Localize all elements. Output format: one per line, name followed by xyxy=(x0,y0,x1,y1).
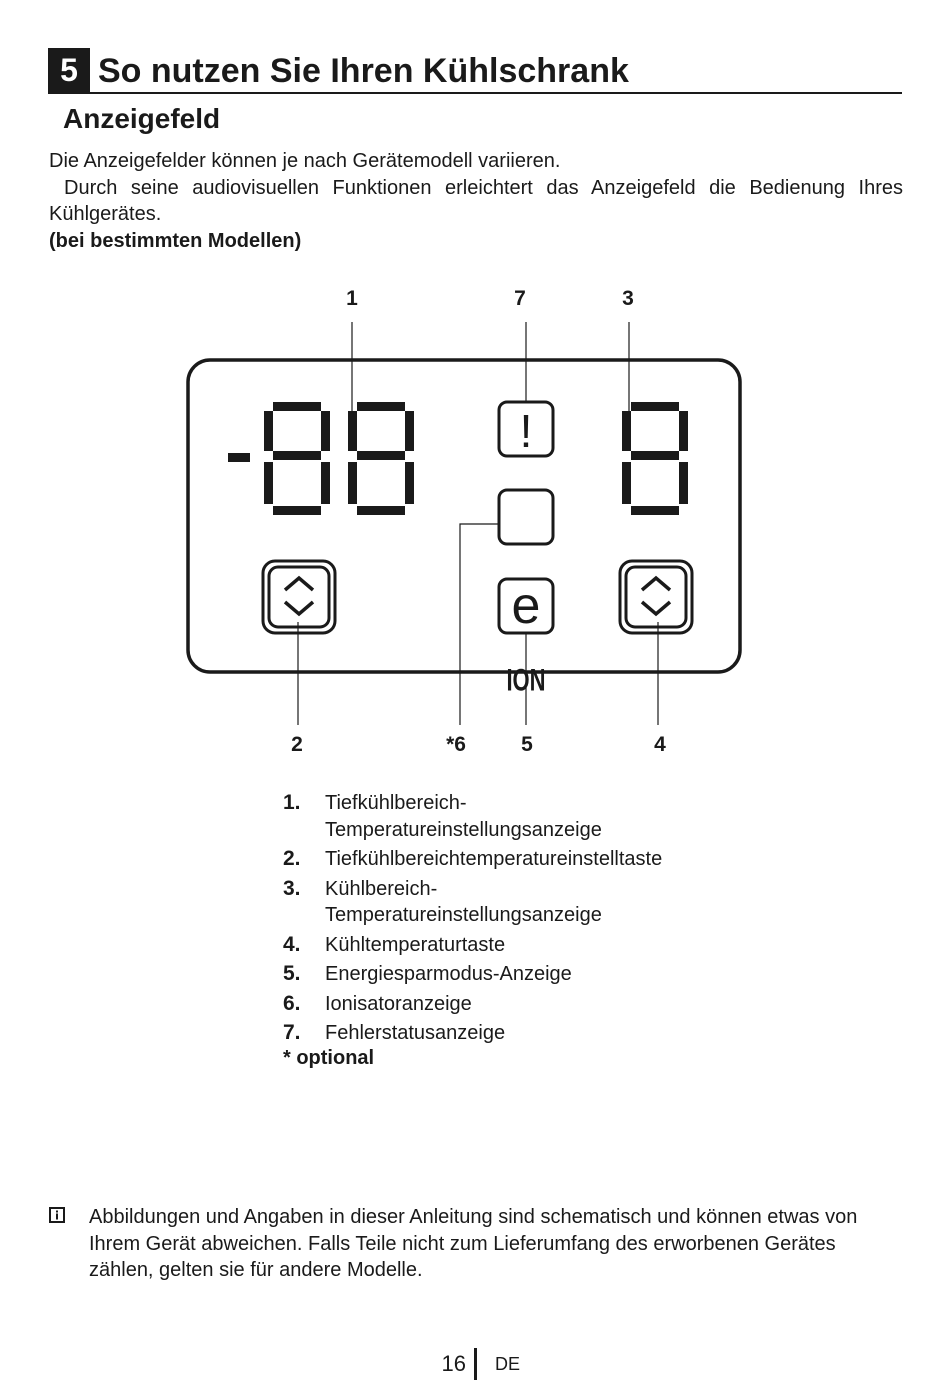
optional-note: * optional xyxy=(283,1047,375,1069)
callout-4: 4 xyxy=(654,733,666,756)
callout-6: *6 xyxy=(446,733,466,756)
intro-text xyxy=(49,148,903,254)
info-note: Abbildungen und Angaben in dieser Anleitung sind schematisch und können etwas von Ihrem Gerät abweichen. Falls Teile nicht zum Lieferumfang des erworbenen Gerätes zählen, gelten sie für andere Modelle. xyxy=(89,1206,858,1281)
freezer-temp-button[interactable] xyxy=(263,561,335,633)
chapter-header xyxy=(48,48,902,94)
footer-divider xyxy=(474,1348,477,1380)
error-symbol: ! xyxy=(519,405,533,457)
legend-text: Tiefkühlbereichtemperatureinstelltaste xyxy=(325,848,663,870)
intro-line-2: Durch seine audiovisuellen Funktionen erleichtert das Anzeigefeld die Bedienung Ihres Kühlgerätes. xyxy=(49,176,903,225)
chapter-number: 5 xyxy=(48,48,90,92)
legend-item xyxy=(283,876,803,929)
intro-line-1: Die Anzeigefelder können je nach Gerätemodell variieren. xyxy=(49,150,561,172)
legend-number: 4. xyxy=(283,932,301,956)
legend-item xyxy=(283,1020,803,1047)
legend-text: Kühlbereich- Temperatureinstellungsanzeige xyxy=(325,877,602,926)
legend-number: 5. xyxy=(283,962,301,985)
legend-item xyxy=(283,991,803,1018)
legend-number: 3. xyxy=(283,876,301,900)
legend-item xyxy=(283,790,803,843)
legend-text: Fehlerstatusanzeige xyxy=(325,1022,506,1044)
callout-1: 1 xyxy=(346,287,358,310)
legend-number: 1. xyxy=(283,791,301,814)
callout-5: 5 xyxy=(521,733,533,756)
legend-text: Energiesparmodus-Anzeige xyxy=(325,963,572,985)
section-title: Anzeigefeld xyxy=(63,103,221,134)
legend-number: 2. xyxy=(283,847,301,870)
legend-list xyxy=(283,790,803,1050)
legend-text: Kühltemperaturtaste xyxy=(325,933,506,956)
callout-7: 7 xyxy=(514,287,526,310)
legend-text: Tiefkühlbereich- Temperatureinstellungsanzeige xyxy=(325,792,602,841)
minus-segment xyxy=(228,453,250,462)
eco-mode-indicator xyxy=(499,577,553,635)
ion-symbol: ION xyxy=(506,661,546,698)
legend-item xyxy=(283,846,803,873)
info-icon xyxy=(49,1207,65,1223)
legend-text: Ionisatoranzeige xyxy=(325,992,472,1015)
error-status-indicator xyxy=(499,402,553,457)
callout-3: 3 xyxy=(622,287,634,310)
intro-model-note: (bei bestimmten Modellen) xyxy=(49,229,302,252)
legend-item xyxy=(283,932,803,959)
callout-2: 2 xyxy=(291,733,303,756)
page-number: 16 xyxy=(441,1351,466,1376)
legend-number: 7. xyxy=(283,1021,301,1044)
language-code: DE xyxy=(495,1354,521,1374)
eco-symbol: e xyxy=(511,577,541,635)
legend-item xyxy=(283,961,803,988)
fridge-temp-button[interactable] xyxy=(620,561,692,633)
display-panel-diagram xyxy=(0,270,950,770)
legend-number: 6. xyxy=(283,991,301,1015)
chapter-title: So nutzen Sie Ihren Kühlschrank xyxy=(98,52,629,90)
